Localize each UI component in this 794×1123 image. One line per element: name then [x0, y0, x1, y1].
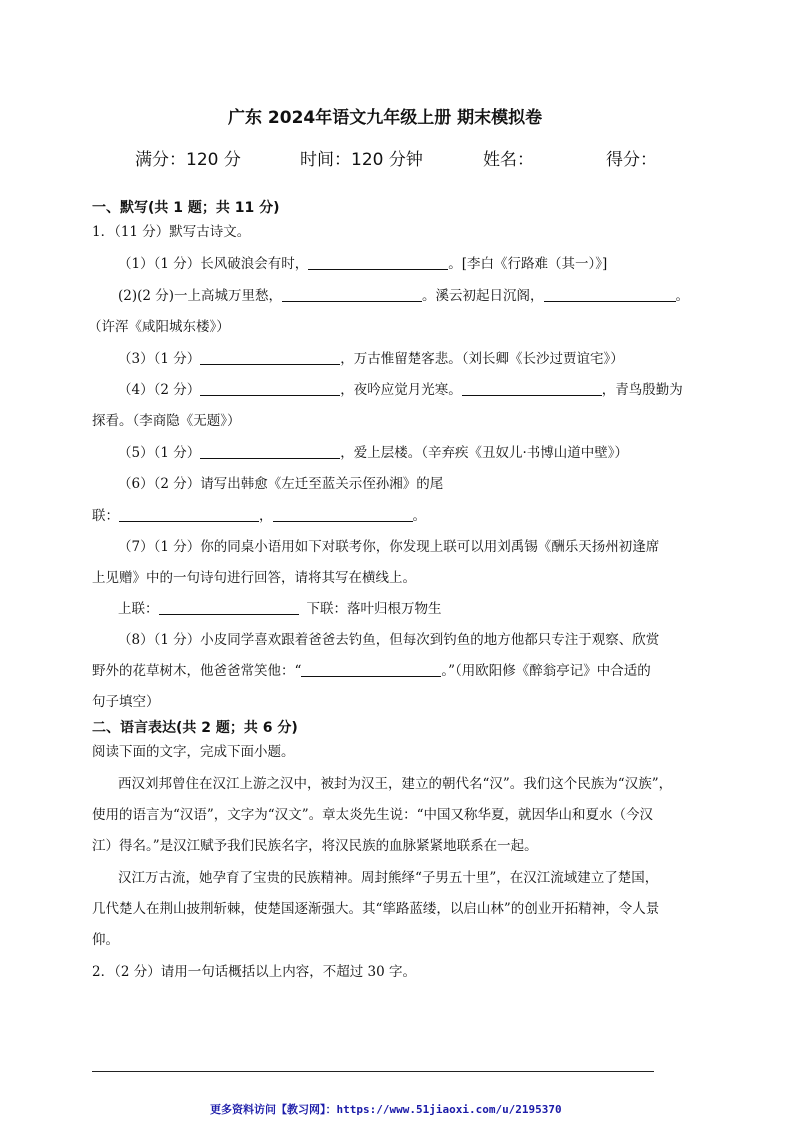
section-1-heading: 一、默写(共 1 题；共 11 分) [92, 200, 280, 216]
item-4 [118, 380, 683, 400]
answer-blank[interactable] [200, 349, 340, 365]
passage-p1-line-1: 西汉刘邦曾住在汉江上游之汉中，被封为汉王，建立的朝代名“汉”。我们这个民族为“汉族”， [118, 776, 673, 792]
reading-intro: 阅读下面的文字，完成下面小题。 [92, 744, 295, 760]
item-8-prompt: （8）（1 分）小皮同学喜欢跟着爸爸去钓鱼，但每次到钓鱼的地方他都只专注于观察、欣赏 [118, 632, 660, 648]
item-2-source: （许浑《咸阳城东楼》） [88, 319, 230, 335]
answer-blank[interactable] [159, 599, 299, 615]
item-4-text: ，夜吟应觉月光寒。 [340, 382, 462, 398]
item-2-text-mid: 。溪云初起日沉阁， [422, 288, 544, 304]
item-6-answer-line [92, 506, 426, 526]
answer-line[interactable] [92, 1071, 654, 1072]
item-8-end: 句子填空） [92, 694, 160, 710]
footer-link[interactable]: 更多资料访问【教习网】：https://www.51jiaoxi.com/u/2195370 [210, 1103, 562, 1116]
full-score: 满分：120 分 [135, 150, 241, 170]
item-8-line [92, 661, 651, 681]
item-2-end: 。 [675, 288, 690, 304]
answer-blank[interactable] [282, 286, 422, 302]
answer-blank[interactable] [273, 506, 413, 522]
item-5-label: （5）（1 分） [118, 445, 201, 461]
item-5-text: ，爱上层楼。（辛弃疾《丑奴儿·书博山道中壁》） [340, 445, 629, 461]
passage-p2-line-2: 几代楚人在荆山披荆斩棘，使楚国逐渐强大。其“筚路蓝缕，以启山林”的创业开拓精神，令人景 [92, 901, 660, 917]
item-1-source: 。[李白《行路难（其一）》] [448, 256, 608, 272]
item-4-text-end: ，青鸟殷勤为 [601, 382, 683, 398]
passage-p2-line-1: 汉江万古流，她孕育了宝贵的民族精神。周封熊绎“子男五十里”，在汉江流域建立了楚国， [118, 870, 659, 886]
item-4-label: （4）（2 分） [118, 382, 201, 398]
item-5 [118, 443, 628, 463]
name-label: 姓名： [483, 150, 534, 170]
item-6-sep: ， [259, 508, 273, 524]
item-8-text: 野外的花草树木，他爸爸常笑他：“ [92, 663, 302, 679]
answer-blank[interactable] [308, 254, 448, 270]
answer-blank[interactable] [119, 506, 259, 522]
passage-p2-line-3: 仰。 [92, 932, 119, 948]
item-8-source: 。”（用欧阳修《醉翁亭记》中合适的 [441, 663, 651, 679]
item-6-prompt: （6）（2 分）请写出韩愈《左迁至蓝关示侄孙湘》的尾 [118, 476, 444, 492]
answer-blank[interactable] [301, 661, 441, 677]
passage-p1-line-2: 使用的语言为“汉语”，文字为“汉文”。章太炎先生说：“中国又称华夏，就因华山和夏水（今汉 [92, 807, 654, 823]
item-2-text: (2)(2 分)一上高城万里愁， [118, 288, 283, 304]
section-2-heading: 二、语言表达(共 2 题；共 6 分) [92, 720, 298, 736]
question-1-intro: 1．（11 分）默写古诗文。 [92, 224, 251, 240]
item-3-label: （3）（1 分） [118, 351, 201, 367]
item-7-prompt: （7）（1 分）你的同桌小语用如下对联考你，你发现上联可以用刘禹锡《酬乐天扬州初逢席 [118, 539, 660, 555]
exam-time: 时间：120 分钟 [300, 150, 423, 170]
couplet-upper-label: 上联： [118, 601, 159, 617]
answer-blank[interactable] [200, 380, 340, 396]
item-4-source: 探看。（李商隐《无题》） [92, 413, 241, 429]
item-3 [118, 349, 624, 369]
answer-blank[interactable] [200, 443, 340, 459]
exam-title: 广东 2024年语文九年级上册 期末模拟卷 [228, 108, 543, 128]
answer-blank[interactable] [544, 286, 676, 302]
answer-blank[interactable] [462, 380, 602, 396]
item-3-text: ，万古惟留楚客悲。（刘长卿《长沙过贾谊宅》） [340, 351, 624, 367]
item-1-text: （1）（1 分）长风破浪会有时， [118, 256, 309, 272]
item-6-end: 。 [412, 508, 426, 524]
couplet-lower: 下联：落叶归根万物生 [306, 601, 442, 617]
passage-p1-line-3: 江）得名。”是汉江赋予我们民族名字，将汉民族的血脉紧紧地联系在一起。 [92, 838, 538, 854]
item-1 [118, 254, 607, 274]
item-6-label: 联： [92, 508, 119, 524]
score-label: 得分： [606, 150, 657, 170]
question-2: 2．（2 分）请用一句话概括以上内容，不超过 30 字。 [92, 964, 416, 980]
item-7-prompt-cont: 上见赠》中的一句诗句进行回答，请将其写在横线上。 [92, 570, 416, 586]
item-2 [118, 286, 689, 306]
item-7-couplet [118, 599, 442, 619]
